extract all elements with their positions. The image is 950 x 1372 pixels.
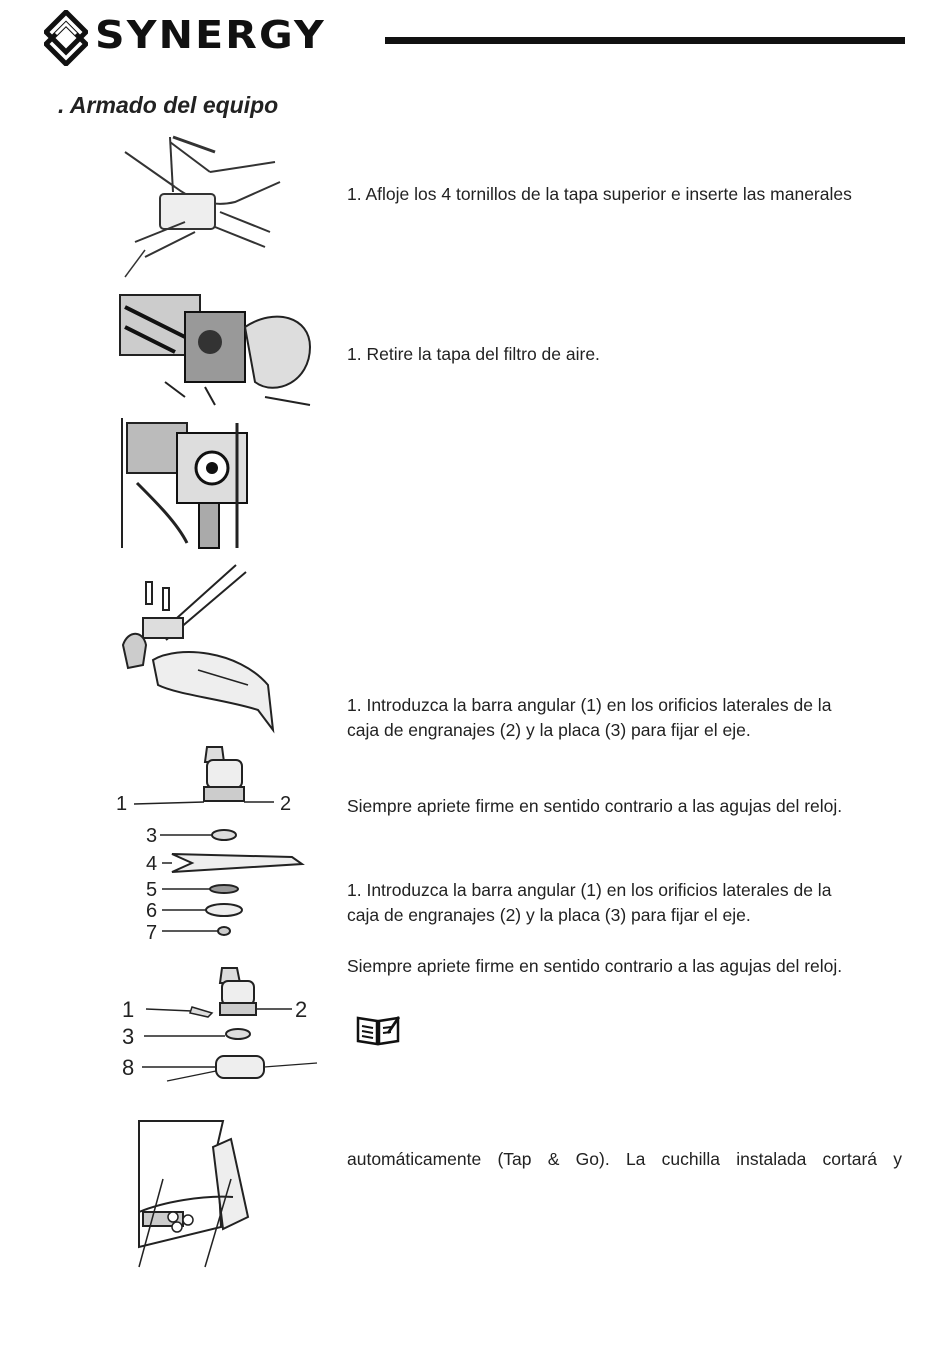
air-filter-figure [115, 287, 315, 409]
blade-label: 6 [146, 900, 158, 922]
step-line: 1. Introduzca la barra angular (1) en los orificios laterales de la [347, 880, 832, 900]
manual-note-icon [355, 1014, 401, 1046]
step-line: 1. Introduzca la barra angular (1) en los orificios laterales de la [347, 695, 832, 715]
step-remove-air-filter: 1. Retire la tapa del filtro de aire. [347, 344, 600, 364]
step-line: caja de engranajes (2) y la placa (3) para fijar el eje. [347, 905, 751, 925]
blade-label: 3 [146, 825, 158, 847]
handle-assembly-figure [115, 132, 285, 280]
blade-label: 4 [146, 853, 158, 875]
step-tighten-note-2: Siempre apriete firme en sentido contrario a las agujas del reloj. [347, 956, 843, 976]
header-divider [385, 37, 905, 44]
head-label: 2 [295, 997, 308, 1022]
blade-label: 2 [280, 793, 292, 815]
blade-label: 7 [146, 922, 158, 944]
blade-label: 5 [146, 879, 158, 901]
head-label: 1 [122, 997, 135, 1022]
blade-label: 1 [116, 793, 128, 815]
step-loosen-screws: 1. Afloje los 4 tornillos de la tapa superior e inserte las manerales [347, 184, 852, 204]
page-header [0, 0, 950, 80]
step-tap-and-go: automáticamente (Tap & Go). La cuchilla instalada cortará y [347, 1149, 902, 1169]
trimmer-head-figure [112, 963, 327, 1095]
step-line: caja de engranajes (2) y la placa (3) para fijar el eje. [347, 720, 751, 740]
section-title: . Armado del equipo [58, 92, 279, 118]
guard-figure [118, 560, 278, 740]
brand-name: SYNERGY [95, 13, 326, 57]
head-label: 8 [122, 1055, 135, 1080]
carburetor-figure [117, 413, 257, 551]
line-cutter-figure [133, 1117, 258, 1272]
step-insert-angle-bar-2 [347, 878, 902, 928]
step-insert-angle-bar [347, 693, 902, 743]
synergy-logo-icon [44, 10, 88, 66]
head-label: 3 [122, 1024, 135, 1049]
step-tighten-note: Siempre apriete firme en sentido contrario a las agujas del reloj. [347, 796, 843, 816]
blade-assembly-figure [112, 742, 312, 947]
